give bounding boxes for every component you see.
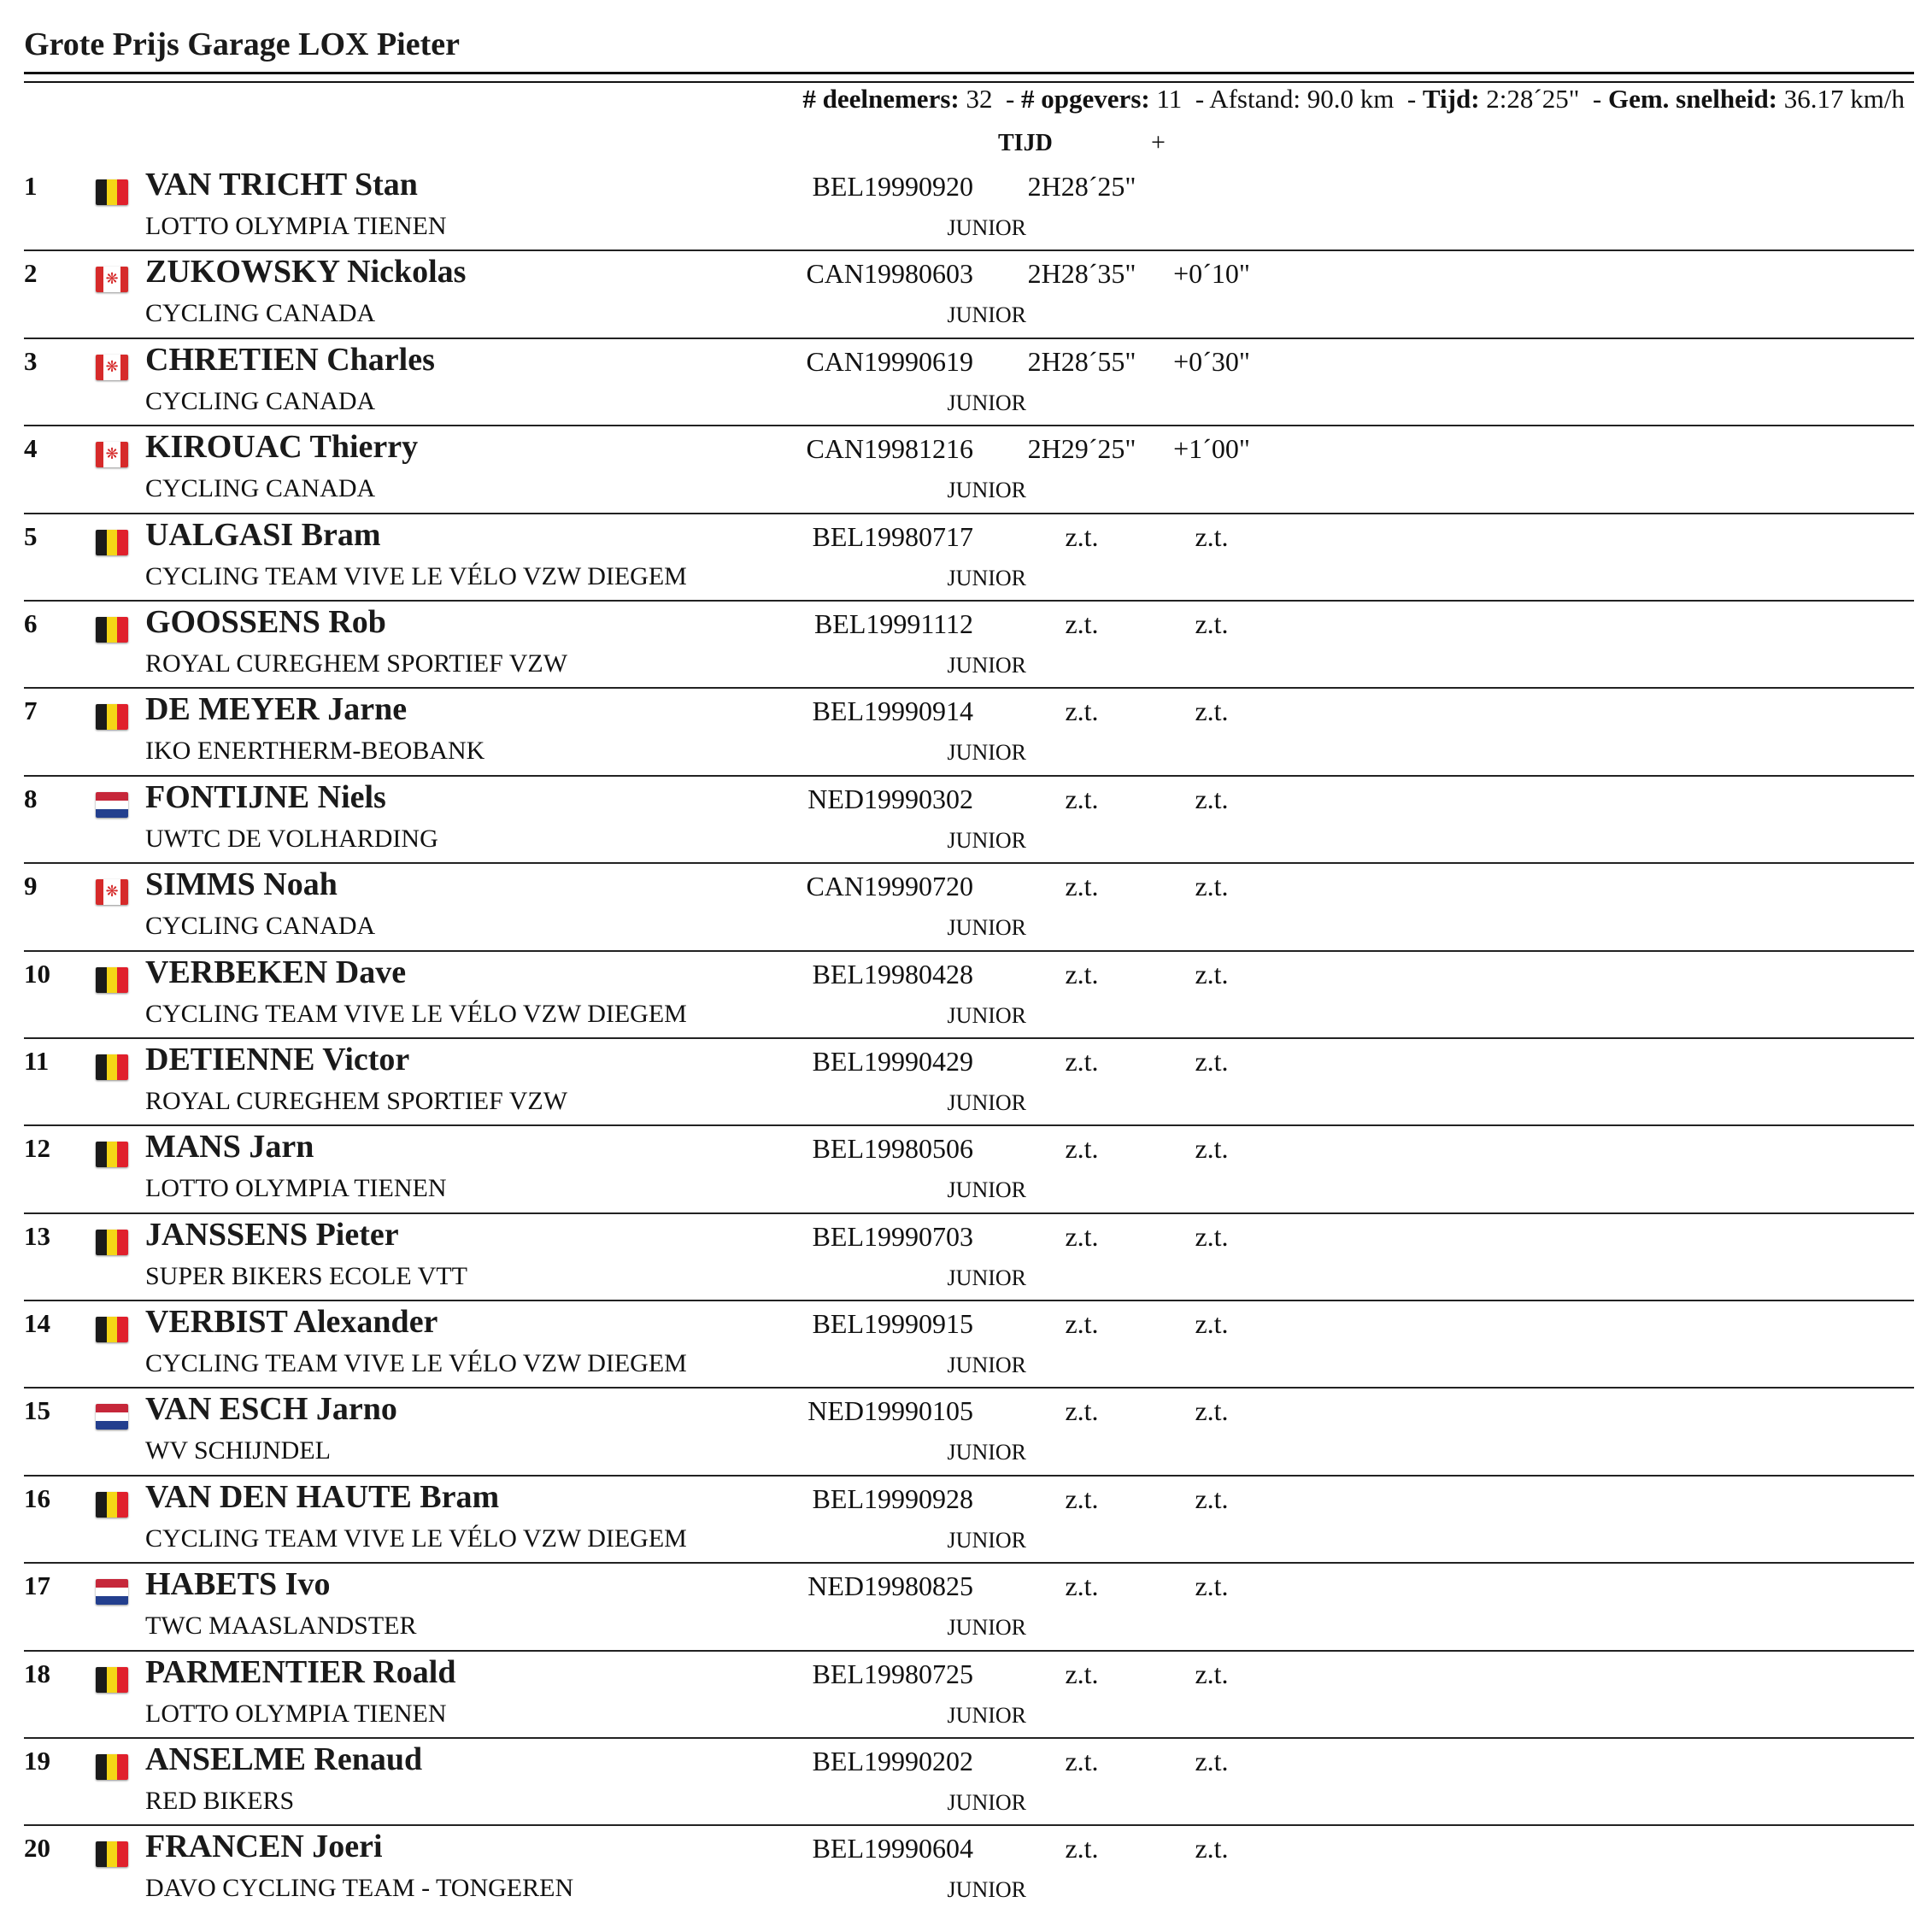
time-gap: z.t. <box>1195 520 1229 552</box>
time-gap: z.t. <box>1195 1746 1229 1777</box>
team-name: CYCLING CANADA <box>145 912 376 941</box>
team-name: TWC MAASLANDSTER <box>145 1612 417 1641</box>
rank: 14 <box>24 1308 50 1339</box>
rank: 18 <box>24 1658 50 1688</box>
rank: 5 <box>24 520 38 551</box>
flag-bel-icon <box>96 1841 128 1867</box>
flag-bel-icon <box>96 617 128 643</box>
participants-value: 32 <box>966 84 993 114</box>
category: JUNIOR <box>947 1527 1026 1553</box>
column-header-diff: + <box>1151 128 1166 156</box>
page-title: Grote Prijs Garage LOX Pieter <box>24 26 460 62</box>
flag-can-icon: ❋ <box>96 442 128 467</box>
team-name: IKO ENERTHERM-BEOBANK <box>145 737 485 766</box>
time-gap: z.t. <box>1195 1395 1229 1427</box>
finish-time: 2H28´25" <box>1027 171 1136 202</box>
time-gap: +1´00" <box>1173 433 1250 465</box>
team-name: CYCLING TEAM VIVE LE VÉLO VZW DIEGEM <box>145 1524 687 1553</box>
finish-time: z.t. <box>1065 871 1099 902</box>
title-divider <box>24 72 1914 74</box>
dropouts-value: 11 <box>1156 84 1183 114</box>
rider-code: BEL19990920 <box>812 171 973 202</box>
flag-bel-icon <box>96 179 128 205</box>
rank: 1 <box>24 171 38 201</box>
rider-code: CAN19981216 <box>806 433 973 465</box>
rider-name: VAN DEN HAUTE Bram <box>145 1478 500 1515</box>
rank: 20 <box>24 1833 50 1864</box>
result-row <box>0 1826 1932 1913</box>
time-label: Tijd: <box>1422 84 1480 114</box>
category: JUNIOR <box>947 215 1026 240</box>
dropouts-label: # opgevers: <box>1021 84 1150 114</box>
result-row <box>0 689 1932 776</box>
category: JUNIOR <box>947 740 1026 766</box>
category: JUNIOR <box>947 390 1026 415</box>
race-stats: # deelnemers: 32 - # opgevers: 11 - Afstand: 90.0 km - Tijd: 2:28´25" - Gem. snelheid: 36.17 km/h <box>802 84 1905 114</box>
team-name: UWTC DE VOLHARDING <box>145 824 438 853</box>
time-gap: z.t. <box>1195 958 1229 989</box>
rider-name: HABETS Ivo <box>145 1566 331 1603</box>
category: JUNIOR <box>947 1265 1026 1290</box>
rank: 10 <box>24 958 50 989</box>
time-gap: z.t. <box>1195 608 1229 639</box>
team-name: CYCLING TEAM VIVE LE VÉLO VZW DIEGEM <box>145 999 687 1028</box>
result-row <box>0 339 1932 426</box>
rank: 3 <box>24 345 38 376</box>
category: JUNIOR <box>947 827 1026 853</box>
flag-bel-icon <box>96 704 128 730</box>
result-row <box>0 952 1932 1039</box>
rider-code: NED19990302 <box>807 783 973 814</box>
finish-time: z.t. <box>1065 1133 1099 1165</box>
rider-code: BEL19991112 <box>813 608 973 639</box>
rider-code: CAN19990720 <box>806 871 973 902</box>
distance-label: Afstand: <box>1209 84 1301 114</box>
category: JUNIOR <box>947 1177 1026 1203</box>
flag-bel-icon <box>96 1230 128 1255</box>
rider-name: ZUKOWSKY Nickolas <box>145 254 467 291</box>
column-header-time: TIJD <box>998 130 1053 156</box>
flag-bel-icon <box>96 1142 128 1167</box>
rider-name: MANS Jarn <box>145 1129 314 1165</box>
team-name: ROYAL CUREGHEM SPORTIEF VZW <box>145 1086 568 1115</box>
rider-name: SIMMS Noah <box>145 866 338 903</box>
rider-code: BEL19990429 <box>812 1045 973 1077</box>
result-row <box>0 1389 1932 1476</box>
result-row <box>0 1301 1932 1389</box>
flag-bel-icon <box>96 530 128 555</box>
rider-name: DE MEYER Jarne <box>145 691 408 728</box>
team-name: ROYAL CUREGHEM SPORTIEF VZW <box>145 649 568 678</box>
time-gap: z.t. <box>1195 1833 1229 1864</box>
result-row <box>0 1126 1932 1213</box>
rider-code: BEL19990914 <box>812 696 973 727</box>
rider-code: CAN19980603 <box>806 258 973 290</box>
rider-code: BEL19980428 <box>812 958 973 989</box>
rider-name: FRANCEN Joeri <box>145 1829 383 1865</box>
category: JUNIOR <box>947 565 1026 590</box>
finish-time: 2H28´35" <box>1027 258 1136 290</box>
result-row <box>0 602 1932 689</box>
result-row <box>0 864 1932 951</box>
result-row <box>0 514 1932 602</box>
result-row <box>0 1739 1932 1826</box>
time-value: 2:28´25" <box>1486 84 1580 114</box>
flag-bel-icon <box>96 1317 128 1342</box>
category: JUNIOR <box>947 1002 1026 1028</box>
rank: 11 <box>24 1045 50 1076</box>
team-name: CYCLING CANADA <box>145 386 376 415</box>
team-name: SUPER BIKERS ECOLE VTT <box>145 1261 467 1290</box>
flag-can-icon: ❋ <box>96 267 128 292</box>
finish-time: z.t. <box>1065 1658 1099 1689</box>
rank: 17 <box>24 1571 50 1601</box>
rank: 2 <box>24 258 38 289</box>
finish-time: z.t. <box>1065 520 1099 552</box>
result-row <box>0 426 1932 514</box>
rank: 15 <box>24 1395 50 1426</box>
team-name: LOTTO OLYMPIA TIENEN <box>145 1174 447 1203</box>
distance-value: 90.0 km <box>1307 84 1395 114</box>
category: JUNIOR <box>947 915 1026 941</box>
rank: 8 <box>24 783 38 813</box>
result-row <box>0 1564 1932 1651</box>
time-gap: +0´10" <box>1173 258 1250 290</box>
team-name: CYCLING TEAM VIVE LE VÉLO VZW DIEGEM <box>145 1349 687 1378</box>
rank: 7 <box>24 696 38 726</box>
flag-ned-icon <box>96 1579 128 1605</box>
flag-can-icon: ❋ <box>96 355 128 380</box>
result-row <box>0 164 1932 251</box>
team-name: CYCLING TEAM VIVE LE VÉLO VZW DIEGEM <box>145 561 687 590</box>
rider-name: VERBIST Alexander <box>145 1304 438 1341</box>
rank: 13 <box>24 1220 50 1251</box>
time-gap: z.t. <box>1195 1133 1229 1165</box>
category: JUNIOR <box>947 1790 1026 1816</box>
category: JUNIOR <box>947 652 1026 678</box>
team-name: CYCLING CANADA <box>145 474 376 503</box>
flag-bel-icon <box>96 967 128 993</box>
team-name: LOTTO OLYMPIA TIENEN <box>145 212 447 240</box>
rider-name: VERBEKEN Dave <box>145 954 407 990</box>
rider-name: DETIENNE Victor <box>145 1041 410 1077</box>
rank: 19 <box>24 1746 50 1776</box>
category: JUNIOR <box>947 1877 1026 1903</box>
rider-code: BEL19980717 <box>812 520 973 552</box>
finish-time: 2H29´25" <box>1027 433 1136 465</box>
time-gap: z.t. <box>1195 696 1229 727</box>
rank: 6 <box>24 608 38 638</box>
team-name: DAVO CYCLING TEAM - TONGEREN <box>145 1874 574 1903</box>
flag-bel-icon <box>96 1754 128 1780</box>
finish-time: z.t. <box>1065 1482 1099 1514</box>
rider-name: FONTIJNE Niels <box>145 778 386 815</box>
finish-time: z.t. <box>1065 1571 1099 1602</box>
flag-can-icon: ❋ <box>96 879 128 905</box>
rider-name: VAN ESCH Jarno <box>145 1391 397 1428</box>
time-gap: z.t. <box>1195 783 1229 814</box>
rider-code: NED19990105 <box>807 1395 973 1427</box>
result-row <box>0 1214 1932 1301</box>
rider-code: BEL19990928 <box>812 1482 973 1514</box>
rider-code: BEL19990703 <box>812 1220 973 1252</box>
rider-code: BEL19980506 <box>812 1133 973 1165</box>
result-row <box>0 1039 1932 1126</box>
flag-ned-icon <box>96 792 128 818</box>
rider-code: BEL19990604 <box>812 1833 973 1864</box>
category: JUNIOR <box>947 1089 1026 1115</box>
result-row <box>0 777 1932 864</box>
time-gap: z.t. <box>1195 1045 1229 1077</box>
rank: 4 <box>24 433 38 464</box>
time-gap: z.t. <box>1195 871 1229 902</box>
finish-time: z.t. <box>1065 1308 1099 1340</box>
time-gap: z.t. <box>1195 1658 1229 1689</box>
time-gap: z.t. <box>1195 1220 1229 1252</box>
results-list <box>0 164 1932 1914</box>
result-row <box>0 1477 1932 1564</box>
title-divider-thin <box>24 81 1914 83</box>
rider-code: BEL19990915 <box>812 1308 973 1340</box>
finish-time: z.t. <box>1065 1833 1099 1864</box>
speed-label: Gem. snelheid: <box>1607 84 1778 114</box>
rank: 9 <box>24 871 38 901</box>
rider-name: UALGASI Bram <box>145 516 381 553</box>
time-gap: z.t. <box>1195 1482 1229 1514</box>
flag-bel-icon <box>96 1667 128 1693</box>
result-row <box>0 251 1932 338</box>
participants-label: # deelnemers: <box>802 84 960 114</box>
rider-code: NED19980825 <box>807 1571 973 1602</box>
category: JUNIOR <box>947 1353 1026 1378</box>
time-gap: z.t. <box>1195 1308 1229 1340</box>
team-name: CYCLING CANADA <box>145 299 376 328</box>
category: JUNIOR <box>947 1702 1026 1728</box>
finish-time: z.t. <box>1065 1395 1099 1427</box>
rider-code: BEL19980725 <box>812 1658 973 1689</box>
time-gap: z.t. <box>1195 1571 1229 1602</box>
finish-time: z.t. <box>1065 1746 1099 1777</box>
category: JUNIOR <box>947 1440 1026 1465</box>
team-name: LOTTO OLYMPIA TIENEN <box>145 1699 447 1728</box>
category: JUNIOR <box>947 478 1026 503</box>
flag-ned-icon <box>96 1404 128 1430</box>
finish-time: z.t. <box>1065 1220 1099 1252</box>
rider-name: GOOSSENS Rob <box>145 603 386 640</box>
team-name: RED BIKERS <box>145 1787 295 1816</box>
rider-code: BEL19990202 <box>812 1746 973 1777</box>
team-name: WV SCHIJNDEL <box>145 1436 331 1465</box>
rider-name: ANSELME Renaud <box>145 1741 423 1778</box>
rank: 12 <box>24 1133 50 1164</box>
finish-time: z.t. <box>1065 696 1099 727</box>
flag-bel-icon <box>96 1492 128 1518</box>
time-gap: +0´30" <box>1173 345 1250 377</box>
rider-name: VAN TRICHT Stan <box>145 167 418 203</box>
result-row <box>0 1652 1932 1739</box>
finish-time: 2H28´55" <box>1027 345 1136 377</box>
category: JUNIOR <box>947 1615 1026 1641</box>
flag-bel-icon <box>96 1054 128 1080</box>
rank: 16 <box>24 1482 50 1513</box>
rider-name: KIROUAC Thierry <box>145 429 419 466</box>
rider-name: CHRETIEN Charles <box>145 341 435 378</box>
rider-code: CAN19990619 <box>806 345 973 377</box>
finish-time: z.t. <box>1065 608 1099 639</box>
category: JUNIOR <box>947 302 1026 328</box>
rider-name: JANSSENS Pieter <box>145 1216 399 1253</box>
rider-name: PARMENTIER Roald <box>145 1653 456 1690</box>
finish-time: z.t. <box>1065 958 1099 989</box>
finish-time: z.t. <box>1065 783 1099 814</box>
finish-time: z.t. <box>1065 1045 1099 1077</box>
speed-value: 36.17 km/h <box>1783 84 1905 114</box>
